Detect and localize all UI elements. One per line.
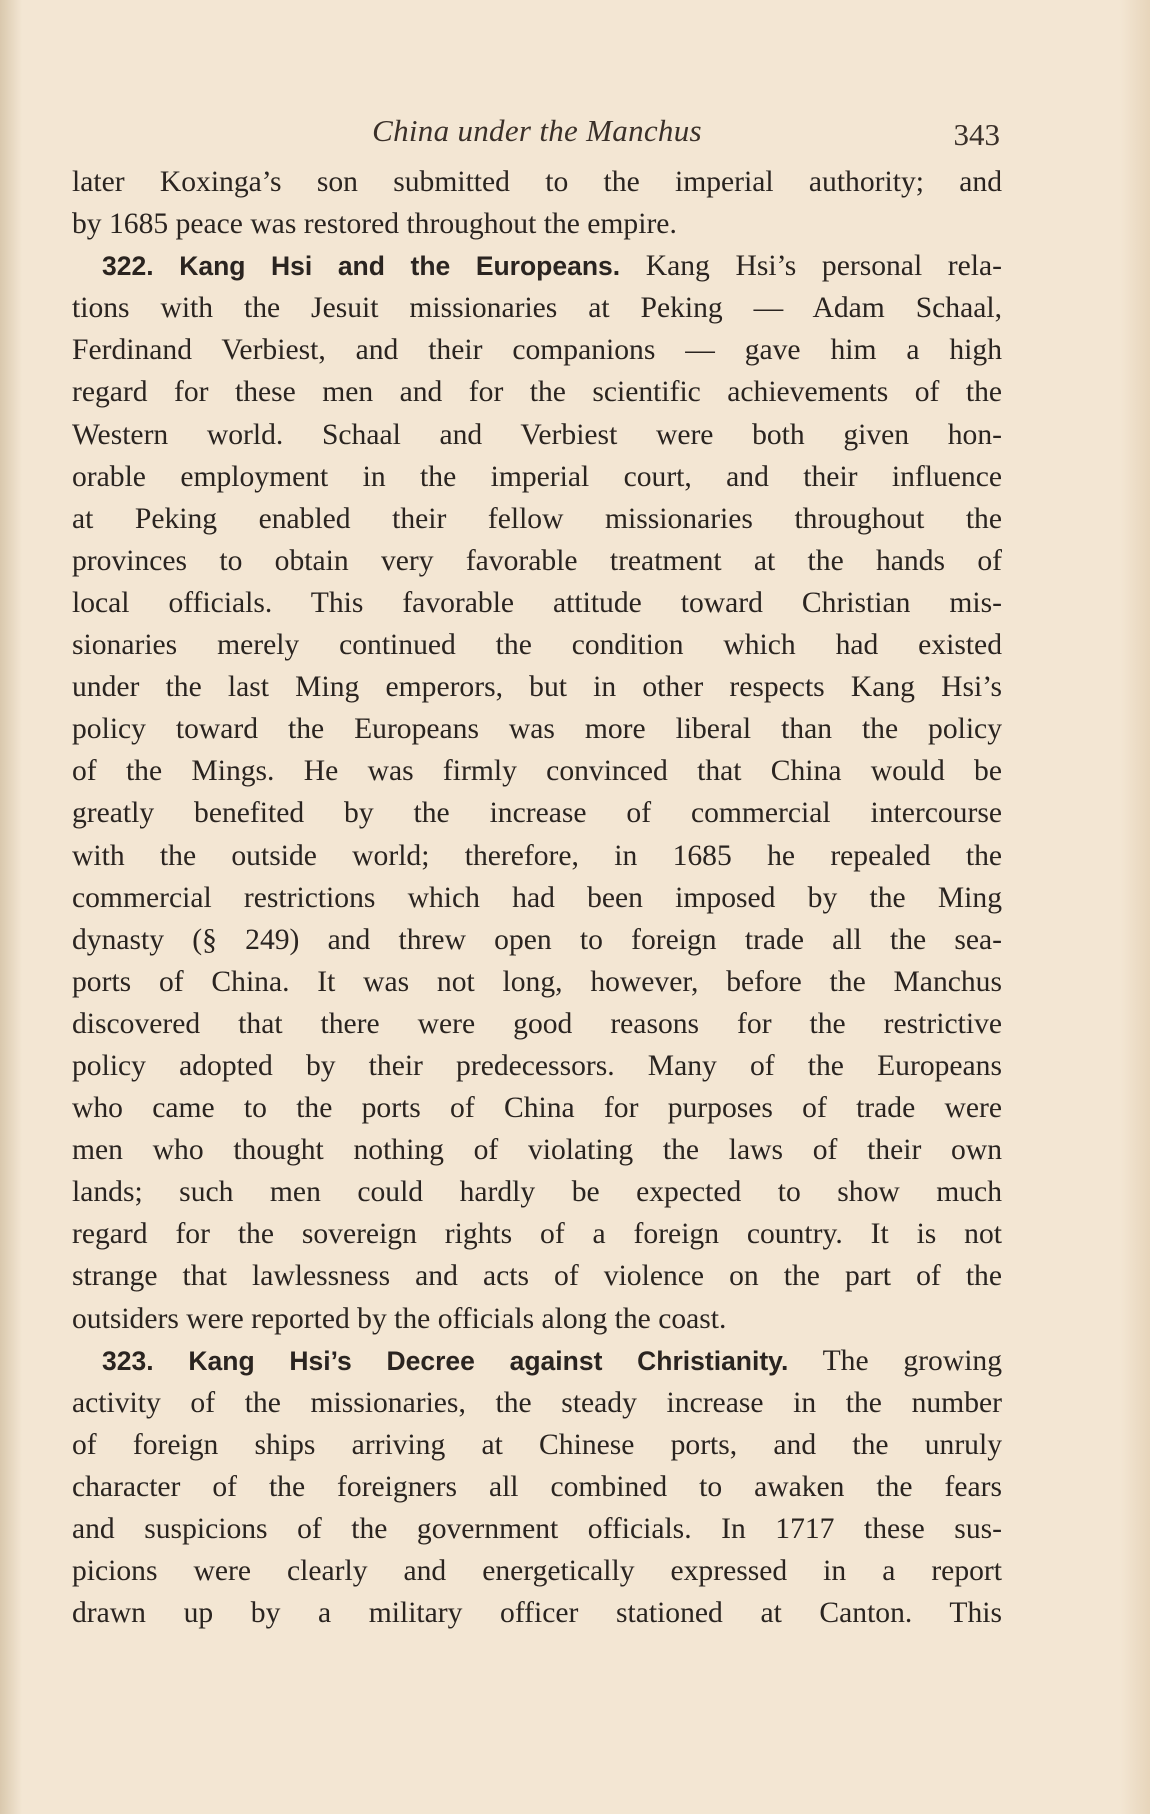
section-323-heading-line [72, 1340, 1002, 1382]
section-number: 323. [102, 1345, 154, 1376]
text-line: drawn up by a military officer stationed at Canton. This [72, 1597, 1002, 1630]
text-run: Kang Hsi’s personal rela- [645, 250, 1002, 283]
running-head-title: China under the Manchus [372, 113, 702, 148]
text-line: ports of China. It was not long, however, before the Manchus [72, 965, 1002, 998]
text-line: who came to the ports of China for purposes of trade were [72, 1092, 1002, 1125]
text-line: dynasty (§ 249) and threw open to foreign trade all the sea- [72, 923, 1002, 956]
running-head [72, 105, 1002, 161]
text-line: outsiders were reported by the officials along the coast. [72, 1302, 727, 1335]
text-line: discovered that there were good reasons for the restrictive [72, 1007, 1002, 1040]
text-line: with the outside world; therefore, in 1685 he repealed the [72, 839, 1002, 872]
text-line: tions with the Jesuit missionaries at Peking — Adam Schaal, [72, 292, 1002, 325]
text-line: strange that lawlessness and acts of violence on the part of the [72, 1260, 1002, 1293]
section-number: 322. [102, 251, 154, 282]
text-line: men who thought nothing of violating the laws of their own [72, 1134, 1002, 1167]
text-line: orable employment in the imperial court, and their influence [72, 460, 1002, 493]
text-line: commercial restrictions which had been imposed by the Ming [72, 881, 1002, 914]
text-line: and suspicions of the government officials. In 1717 these sus- [72, 1513, 1002, 1545]
book-page [72, 105, 1002, 1634]
text-line: under the last Ming emperors, but in other respects Kang Hsi’s [72, 671, 1002, 704]
text-line: policy adopted by their predecessors. Many of the Europeans [72, 1049, 1002, 1082]
page-body [72, 161, 1002, 1634]
section-322-heading-line [72, 245, 1002, 287]
text-line: provinces to obtain very favorable treatment at the hands of [72, 544, 1002, 577]
text-line: greatly benefited by the increase of commercial intercourse [72, 797, 1002, 830]
text-line: Western world. Schaal and Verbiest were both given hon- [72, 418, 1002, 451]
text-line: of foreign ships arriving at Chinese ports, and the unruly [72, 1428, 1002, 1461]
section-title: Kang Hsi and the Europeans. [179, 251, 621, 282]
page-edge-left [0, 0, 22, 1814]
text-line: regard for the sovereign rights of a foreign country. It is not [72, 1218, 1002, 1251]
text-line: sionaries merely continued the condition which had existed [72, 629, 1002, 662]
text-line: policy toward the Europeans was more liberal than the policy [72, 713, 1002, 746]
text-line: regard for these men and for the scientific achievements of the [72, 376, 1002, 409]
text-line: local officials. This favorable attitude toward Christian mis- [72, 586, 1002, 619]
text-line: picions were clearly and energetically expressed in a report [72, 1555, 1002, 1588]
text-line: Ferdinand Verbiest, and their companions — gave him a high [72, 334, 1002, 367]
text-line: later Koxinga’s son submitted to the imperial authority; and [72, 166, 1002, 198]
text-line: character of the foreigners all combined to awaken the fears [72, 1470, 1002, 1503]
text-line: by 1685 peace was restored throughout the empire. [72, 208, 677, 241]
text-line: at Peking enabled their fellow missionaries throughout the [72, 502, 1002, 535]
page-number: 343 [953, 117, 1000, 152]
text-run: The growing [822, 1344, 1002, 1377]
text-line: of the Mings. He was firmly convinced that China would be [72, 755, 1002, 788]
page-edge-right [1120, 0, 1150, 1814]
section-title: Kang Hsi’s Decree against Christianity. [188, 1345, 789, 1376]
text-line: lands; such men could hardly be expected to show much [72, 1176, 1002, 1209]
text-line: activity of the missionaries, the steady increase in the number [72, 1386, 1002, 1419]
